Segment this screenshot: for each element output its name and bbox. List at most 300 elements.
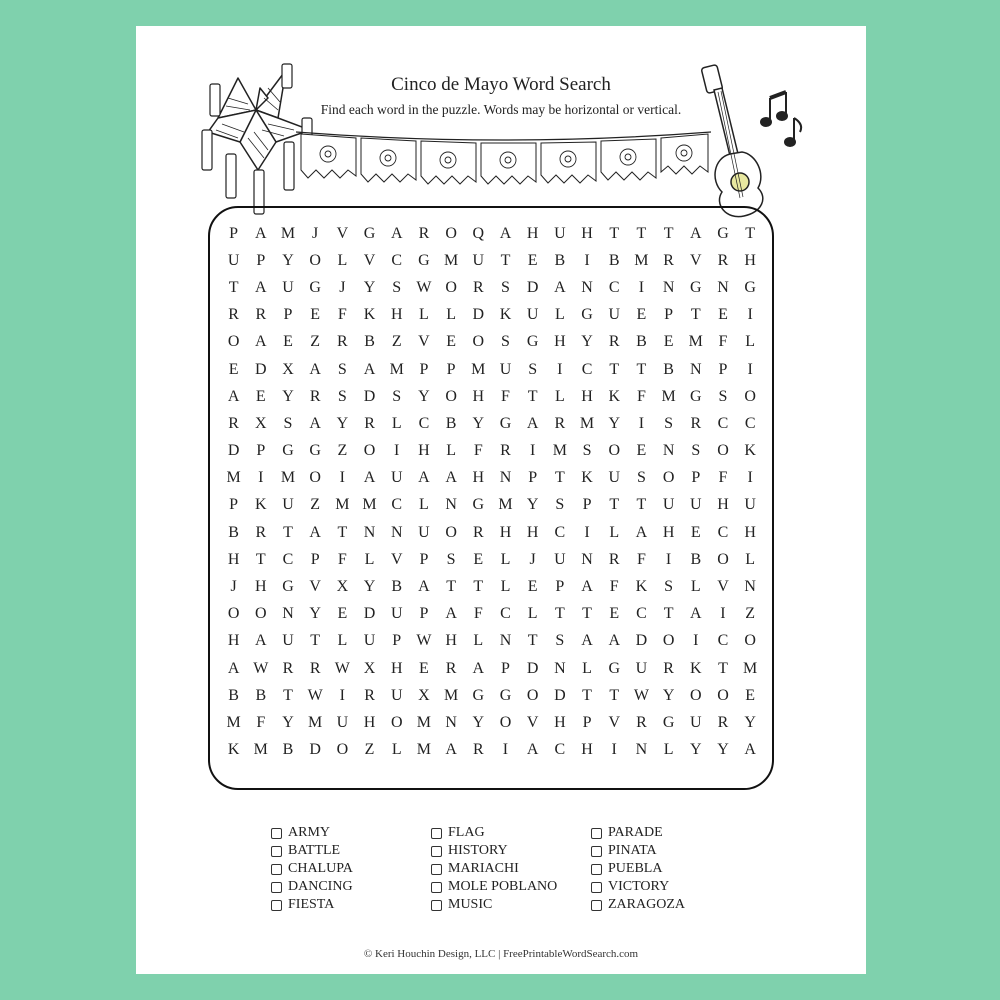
grid-letter[interactable]: T (582, 686, 592, 704)
grid-letter[interactable]: V (336, 224, 349, 242)
grid-letter[interactable]: A (526, 414, 539, 432)
grid-letter[interactable]: L (745, 333, 756, 351)
grid-letter[interactable]: M (552, 442, 567, 460)
grid-letter[interactable]: X (418, 686, 430, 704)
grid-letter[interactable]: T (663, 605, 674, 623)
grid-letter[interactable]: T (283, 686, 293, 704)
grid-letter[interactable]: S (664, 578, 674, 596)
grid-letter[interactable]: I (394, 442, 400, 460)
grid-letter[interactable]: J (312, 224, 319, 242)
grid-letter[interactable]: T (718, 659, 728, 677)
grid-letter[interactable]: D (554, 686, 566, 704)
word-item[interactable] (431, 824, 591, 842)
grid-letter[interactable]: D (526, 278, 539, 296)
grid-letter[interactable]: T (690, 306, 701, 324)
grid-letter[interactable]: U (390, 605, 403, 623)
grid-letter[interactable]: A (635, 523, 648, 541)
grid-letter[interactable]: O (363, 442, 376, 460)
grid-letter[interactable]: H (581, 224, 593, 242)
grid-letter[interactable]: A (608, 632, 620, 650)
grid-letter[interactable]: I (638, 414, 645, 432)
grid-letter[interactable]: R (663, 251, 674, 269)
grid-letter[interactable]: H (717, 496, 729, 514)
checkbox[interactable] (431, 864, 442, 875)
grid-letter[interactable]: W (307, 686, 323, 704)
checkbox[interactable] (271, 900, 282, 911)
grid-letter[interactable]: K (690, 659, 702, 677)
grid-letter[interactable]: Y (472, 414, 485, 432)
grid-letter[interactable]: O (227, 333, 240, 351)
grid-letter[interactable]: P (528, 469, 538, 487)
grid-letter[interactable]: B (608, 251, 620, 269)
grid-letter[interactable]: O (472, 333, 485, 351)
grid-letter[interactable]: G (499, 414, 512, 432)
grid-letter[interactable]: U (282, 496, 294, 514)
grid-letter[interactable]: N (445, 713, 457, 731)
grid-letter[interactable]: H (744, 523, 756, 541)
grid-letter[interactable]: M (471, 360, 486, 378)
grid-letter[interactable]: N (744, 578, 756, 596)
grid-letter[interactable]: S (718, 387, 728, 405)
grid-letter[interactable]: W (633, 686, 649, 704)
grid-letter[interactable]: I (584, 251, 590, 269)
grid-letter[interactable]: A (363, 469, 376, 487)
grid-letter[interactable]: L (554, 387, 565, 405)
grid-letter[interactable]: K (744, 442, 756, 460)
grid-letter[interactable]: D (309, 741, 321, 759)
grid-letter[interactable]: G (499, 686, 512, 704)
grid-letter[interactable]: B (690, 550, 702, 568)
grid-letter[interactable]: Z (364, 741, 375, 759)
grid-letter[interactable]: G (717, 224, 729, 242)
grid-letter[interactable]: E (473, 550, 484, 568)
grid-letter[interactable]: S (691, 442, 701, 460)
grid-letter[interactable]: A (445, 605, 457, 623)
grid-letter[interactable]: N (662, 278, 675, 296)
grid-letter[interactable]: R (364, 686, 375, 704)
grid-letter[interactable]: A (581, 632, 593, 650)
grid-letter[interactable]: M (280, 224, 296, 242)
checkbox[interactable] (591, 846, 602, 857)
grid-letter[interactable]: N (662, 442, 675, 460)
grid-letter[interactable]: I (502, 741, 509, 759)
grid-letter[interactable]: R (472, 523, 484, 541)
grid-letter[interactable]: D (255, 360, 267, 378)
grid-letter[interactable]: S (283, 414, 293, 432)
grid-letter[interactable]: R (608, 333, 620, 351)
grid-letter[interactable]: J (529, 550, 536, 568)
grid-letter[interactable]: T (554, 469, 565, 487)
grid-letter[interactable]: S (337, 387, 347, 405)
grid-letter[interactable]: L (391, 741, 402, 759)
grid-letter[interactable]: O (744, 632, 756, 650)
grid-letter[interactable]: R (282, 659, 294, 677)
grid-letter[interactable]: O (662, 632, 675, 650)
grid-letter[interactable]: F (718, 469, 728, 487)
grid-letter[interactable]: H (363, 713, 376, 731)
grid-letter[interactable]: T (310, 632, 321, 650)
grid-letter[interactable]: P (582, 713, 592, 731)
grid-letter[interactable]: R (228, 414, 239, 432)
grid-letter[interactable]: T (527, 387, 538, 405)
grid-letter[interactable]: S (392, 278, 402, 296)
grid-letter[interactable]: Y (662, 686, 675, 704)
grid-letter[interactable]: R (445, 659, 457, 677)
checkbox[interactable] (431, 846, 442, 857)
grid-letter[interactable]: L (527, 605, 538, 623)
grid-letter[interactable]: M (498, 496, 513, 514)
grid-letter[interactable]: O (526, 686, 539, 704)
checkbox[interactable] (431, 882, 442, 893)
grid-letter[interactable]: H (418, 442, 430, 460)
grid-letter[interactable]: C (391, 496, 403, 514)
grid-letter[interactable]: M (226, 713, 241, 731)
grid-letter[interactable]: P (555, 578, 565, 596)
grid-letter[interactable]: A (554, 278, 566, 296)
grid-letter[interactable]: U (390, 686, 403, 704)
grid-letter[interactable]: I (747, 360, 753, 378)
grid-letter[interactable]: U (227, 251, 240, 269)
grid-letter[interactable]: D (363, 605, 376, 623)
grid-letter[interactable]: E (745, 686, 756, 704)
checkbox[interactable] (271, 864, 282, 875)
grid-letter[interactable]: U (390, 469, 403, 487)
grid-letter[interactable]: T (609, 496, 620, 514)
grid-letter[interactable]: A (255, 333, 267, 351)
grid-letter[interactable]: E (663, 333, 674, 351)
grid-letter[interactable]: A (744, 741, 756, 759)
grid-letter[interactable]: U (336, 713, 349, 731)
word-item[interactable] (271, 842, 431, 860)
grid-letter[interactable]: I (258, 469, 264, 487)
grid-letter[interactable]: R (418, 224, 430, 242)
grid-letter[interactable]: O (445, 278, 457, 296)
grid-letter[interactable]: F (473, 605, 483, 623)
grid-letter[interactable]: S (528, 360, 538, 378)
grid-letter[interactable]: R (608, 550, 620, 568)
word-item[interactable] (431, 842, 591, 860)
grid-letter[interactable]: O (445, 523, 457, 541)
grid-letter[interactable]: U (499, 360, 512, 378)
grid-letter[interactable]: R (472, 741, 484, 759)
grid-letter[interactable]: L (609, 523, 620, 541)
grid-letter[interactable]: G (608, 659, 620, 677)
grid-letter[interactable]: A (418, 469, 430, 487)
grid-letter[interactable]: R (717, 713, 729, 731)
grid-letter[interactable]: L (337, 251, 348, 269)
grid-letter[interactable]: L (582, 659, 592, 677)
grid-letter[interactable]: O (445, 387, 457, 405)
grid-letter[interactable]: A (472, 659, 485, 677)
grid-letter[interactable]: O (608, 442, 620, 460)
grid-letter[interactable]: O (744, 387, 756, 405)
grid-letter[interactable]: A (255, 224, 267, 242)
grid-letter[interactable]: U (554, 550, 566, 568)
grid-letter[interactable]: N (690, 360, 702, 378)
grid-letter[interactable]: P (229, 224, 239, 242)
grid-letter[interactable]: D (227, 442, 240, 460)
grid-letter[interactable]: C (282, 550, 294, 568)
grid-letter[interactable]: Z (310, 333, 321, 351)
grid-letter[interactable]: N (499, 469, 512, 487)
grid-letter[interactable]: B (228, 686, 239, 704)
grid-letter[interactable]: H (472, 387, 485, 405)
grid-letter[interactable]: T (636, 360, 647, 378)
grid-letter[interactable]: A (363, 360, 376, 378)
grid-letter[interactable]: O (445, 224, 457, 242)
word-item[interactable] (591, 878, 731, 896)
grid-letter[interactable]: U (526, 306, 539, 324)
grid-letter[interactable]: T (527, 632, 538, 650)
grid-letter[interactable]: L (446, 306, 456, 324)
grid-letter[interactable]: I (339, 469, 345, 487)
grid-letter[interactable]: G (282, 442, 294, 460)
grid-letter[interactable]: Y (282, 387, 294, 405)
grid-letter[interactable]: L (446, 442, 456, 460)
grid-letter[interactable]: S (555, 632, 565, 650)
grid-letter[interactable]: K (608, 387, 620, 405)
grid-letter[interactable]: A (526, 741, 539, 759)
grid-letter[interactable]: M (443, 251, 459, 269)
grid-letter[interactable]: G (744, 278, 756, 296)
grid-letter[interactable]: K (255, 496, 267, 514)
grid-letter[interactable]: U (418, 523, 430, 541)
grid-letter[interactable]: T (663, 224, 674, 242)
grid-letter[interactable]: Y (608, 414, 620, 432)
grid-letter[interactable]: M (743, 659, 758, 677)
grid-letter[interactable]: N (363, 523, 376, 541)
grid-letter[interactable]: E (228, 360, 239, 378)
grid-letter[interactable]: A (309, 523, 321, 541)
word-item[interactable] (591, 896, 731, 914)
grid-letter[interactable]: L (473, 632, 484, 650)
grid-letter[interactable]: D (472, 306, 485, 324)
grid-letter[interactable]: T (609, 686, 620, 704)
grid-letter[interactable]: T (337, 523, 348, 541)
grid-letter[interactable]: V (418, 333, 430, 351)
grid-letter[interactable]: Z (391, 333, 402, 351)
grid-letter[interactable]: Y (363, 578, 376, 596)
word-item[interactable] (591, 824, 731, 842)
grid-letter[interactable]: L (500, 550, 511, 568)
grid-letter[interactable]: O (309, 469, 321, 487)
grid-letter[interactable]: T (473, 578, 484, 596)
grid-letter[interactable]: O (227, 605, 240, 623)
grid-letter[interactable]: B (364, 333, 375, 351)
grid-letter[interactable]: Y (282, 713, 294, 731)
grid-letter[interactable]: Y (690, 741, 702, 759)
grid-letter[interactable]: K (499, 306, 512, 324)
grid-letter[interactable]: X (282, 360, 294, 378)
grid-letter[interactable]: S (501, 278, 510, 296)
grid-letter[interactable]: H (472, 469, 485, 487)
grid-letter[interactable]: W (416, 632, 432, 650)
grid-letter[interactable]: M (253, 741, 268, 759)
grid-letter[interactable]: A (255, 278, 267, 296)
grid-letter[interactable]: T (500, 251, 511, 269)
grid-letter[interactable]: T (745, 224, 756, 242)
grid-letter[interactable]: S (446, 550, 456, 568)
grid-letter[interactable]: G (309, 442, 321, 460)
grid-letter[interactable]: H (581, 387, 593, 405)
grid-letter[interactable]: H (445, 632, 457, 650)
grid-letter[interactable]: E (527, 578, 538, 596)
grid-letter[interactable]: V (717, 578, 729, 596)
grid-letter[interactable]: V (608, 713, 620, 731)
grid-letter[interactable]: C (554, 523, 566, 541)
grid-letter[interactable]: F (473, 442, 483, 460)
grid-letter[interactable]: G (309, 278, 321, 296)
grid-letter[interactable]: P (229, 496, 239, 514)
grid-letter[interactable]: L (391, 414, 402, 432)
grid-letter[interactable]: Y (363, 278, 376, 296)
grid-letter[interactable]: H (526, 523, 539, 541)
grid-letter[interactable]: P (718, 360, 728, 378)
grid-letter[interactable]: Y (309, 605, 321, 623)
grid-letter[interactable]: D (635, 632, 648, 650)
grid-letter[interactable]: A (690, 605, 702, 623)
grid-letter[interactable]: H (255, 578, 267, 596)
grid-letter[interactable]: O (336, 741, 349, 759)
grid-letter[interactable]: U (744, 496, 756, 514)
grid-letter[interactable]: B (636, 333, 647, 351)
grid-letter[interactable]: H (227, 632, 240, 650)
grid-letter[interactable]: O (499, 713, 512, 731)
grid-letter[interactable]: F (636, 387, 646, 405)
grid-letter[interactable]: Z (310, 496, 321, 514)
grid-letter[interactable]: P (256, 442, 266, 460)
grid-letter[interactable]: O (309, 251, 321, 269)
grid-letter[interactable]: S (392, 387, 402, 405)
grid-letter[interactable]: G (690, 387, 702, 405)
grid-letter[interactable]: I (720, 605, 726, 623)
grid-letter[interactable]: U (282, 632, 294, 650)
grid-letter[interactable]: N (581, 550, 593, 568)
grid-letter[interactable]: S (582, 442, 592, 460)
grid-letter[interactable]: P (446, 360, 456, 378)
grid-letter[interactable]: P (582, 496, 592, 514)
grid-letter[interactable]: R (472, 278, 484, 296)
grid-letter[interactable]: R (309, 659, 321, 677)
grid-letter[interactable]: R (717, 251, 729, 269)
grid-letter[interactable]: D (363, 387, 376, 405)
grid-letter[interactable]: K (635, 578, 648, 596)
grid-letter[interactable]: R (663, 659, 674, 677)
grid-letter[interactable]: H (227, 550, 240, 568)
grid-letter[interactable]: I (529, 442, 536, 460)
grid-letter[interactable]: I (747, 306, 753, 324)
grid-letter[interactable]: L (663, 741, 674, 759)
grid-letter[interactable]: M (661, 387, 676, 405)
grid-letter[interactable]: T (554, 605, 565, 623)
grid-letter[interactable]: F (337, 306, 347, 324)
grid-letter[interactable]: M (280, 469, 296, 487)
grid-letter[interactable]: G (363, 224, 376, 242)
grid-letter[interactable]: X (255, 414, 267, 432)
grid-letter[interactable]: E (609, 605, 620, 623)
grid-letter[interactable]: I (638, 278, 645, 296)
grid-letter[interactable]: R (255, 523, 267, 541)
grid-letter[interactable]: A (309, 360, 321, 378)
grid-letter[interactable]: N (554, 659, 566, 677)
word-item[interactable] (431, 878, 591, 896)
grid-letter[interactable]: U (363, 632, 376, 650)
grid-letter[interactable]: O (690, 686, 702, 704)
grid-letter[interactable]: M (416, 713, 432, 731)
grid-letter[interactable]: O (662, 469, 675, 487)
grid-letter[interactable]: T (636, 224, 647, 242)
grid-letter[interactable]: L (419, 306, 429, 324)
grid-letter[interactable]: U (472, 251, 485, 269)
grid-letter[interactable]: V (690, 251, 702, 269)
grid-letter[interactable]: Y (282, 251, 294, 269)
grid-letter[interactable]: W (334, 659, 350, 677)
grid-letter[interactable]: E (310, 306, 321, 324)
grid-letter[interactable]: C (717, 414, 729, 432)
grid-letter[interactable]: R (337, 333, 348, 351)
grid-letter[interactable]: E (636, 306, 647, 324)
grid-letter[interactable]: F (337, 550, 347, 568)
grid-letter[interactable]: M (389, 360, 404, 378)
grid-letter[interactable]: Y (418, 387, 430, 405)
grid-letter[interactable]: V (363, 251, 376, 269)
grid-letter[interactable]: C (500, 605, 511, 623)
grid-letter[interactable]: A (309, 414, 321, 432)
checkbox[interactable] (271, 846, 282, 857)
grid-letter[interactable]: A (418, 578, 430, 596)
grid-letter[interactable]: H (662, 523, 675, 541)
grid-letter[interactable]: S (337, 360, 347, 378)
grid-letter[interactable]: D (526, 659, 539, 677)
grid-letter[interactable]: S (555, 496, 565, 514)
grid-letter[interactable]: G (690, 278, 702, 296)
grid-letter[interactable]: R (228, 306, 239, 324)
grid-letter[interactable]: I (611, 741, 617, 759)
grid-letter[interactable]: F (256, 713, 266, 731)
grid-letter[interactable]: G (418, 251, 430, 269)
grid-letter[interactable]: U (662, 496, 675, 514)
grid-letter[interactable]: A (227, 387, 240, 405)
grid-letter[interactable]: H (554, 713, 566, 731)
grid-letter[interactable]: N (445, 496, 457, 514)
grid-letter[interactable]: E (337, 605, 348, 623)
grid-letter[interactable]: N (282, 605, 294, 623)
grid-letter[interactable]: Q (472, 224, 485, 242)
grid-letter[interactable]: N (499, 632, 512, 650)
grid-letter[interactable]: M (634, 251, 649, 269)
grid-letter[interactable]: O (717, 686, 729, 704)
grid-letter[interactable]: M (688, 333, 703, 351)
grid-letter[interactable]: L (419, 496, 429, 514)
grid-letter[interactable]: F (609, 578, 619, 596)
grid-letter[interactable]: I (339, 686, 345, 704)
grid-letter[interactable]: G (472, 686, 485, 704)
grid-letter[interactable]: K (363, 306, 376, 324)
grid-letter[interactable]: E (446, 333, 456, 351)
checkbox[interactable] (271, 828, 282, 839)
word-item[interactable] (271, 824, 431, 842)
grid-letter[interactable]: Y (717, 741, 729, 759)
grid-letter[interactable]: U (690, 496, 702, 514)
grid-letter[interactable]: C (418, 414, 430, 432)
checkbox[interactable] (591, 828, 602, 839)
grid-letter[interactable]: M (443, 686, 459, 704)
grid-letter[interactable]: A (445, 469, 457, 487)
grid-letter[interactable]: E (690, 523, 701, 541)
grid-letter[interactable]: B (228, 523, 239, 541)
checkbox[interactable] (591, 882, 602, 893)
grid-letter[interactable]: O (717, 550, 729, 568)
